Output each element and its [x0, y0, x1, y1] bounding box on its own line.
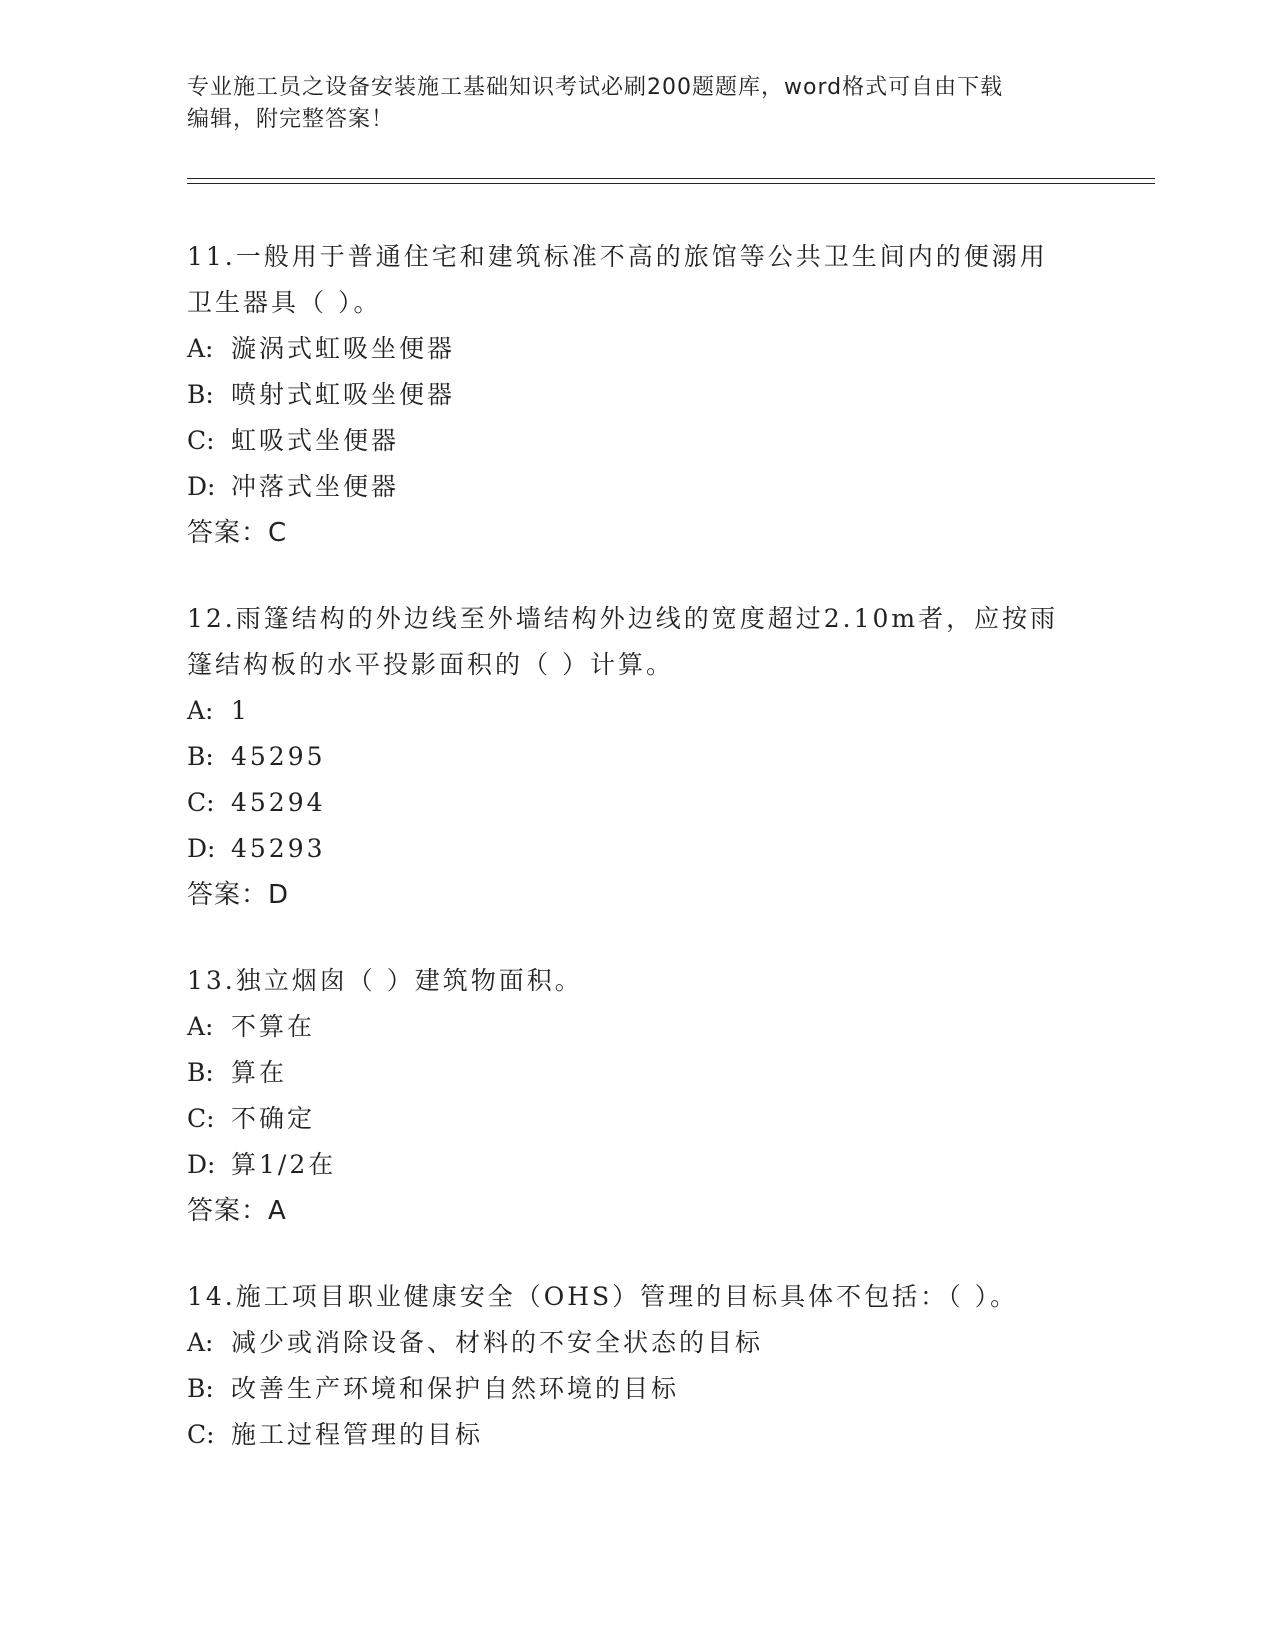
question-text: 13.独立烟囱（ ）建筑物面积。: [187, 966, 583, 995]
option-text: 算在: [231, 1058, 288, 1087]
option-a: [187, 1004, 1087, 1050]
question-text: 11.一般用于普通住宅和建筑标准不高的旅馆等公共卫生间内的便溺用: [187, 242, 1048, 271]
option-text: 漩涡式虹吸坐便器: [231, 334, 456, 363]
option-label: A:: [187, 1012, 214, 1041]
option-label: A:: [187, 696, 214, 725]
option-text: 算1/2在: [231, 1150, 337, 1179]
document-header: [187, 72, 1067, 136]
option-text: 不确定: [231, 1104, 316, 1133]
question-text: 卫生器具（ ）。: [187, 288, 382, 317]
option-label: B:: [187, 380, 214, 409]
option-c: [187, 418, 1087, 464]
option-label: B:: [187, 1058, 214, 1087]
option-text: 改善生产环境和保护自然环境的目标: [231, 1374, 680, 1403]
question-11: [187, 234, 1087, 556]
option-label: C:: [187, 426, 215, 455]
option-d: [187, 464, 1087, 510]
option-b: [187, 1366, 1087, 1412]
option-c: [187, 780, 1087, 826]
option-text: 喷射式虹吸坐便器: [231, 380, 456, 409]
option-text: 45293: [231, 834, 326, 863]
option-c: [187, 1096, 1087, 1142]
header-line-2: 编辑，附完整答案！: [187, 107, 395, 132]
option-label: A:: [187, 1328, 214, 1357]
option-b: [187, 372, 1087, 418]
option-text: 施工过程管理的目标: [231, 1420, 484, 1449]
option-label: C:: [187, 1104, 215, 1133]
question-text: 12.雨篷结构的外边线至外墙结构外边线的宽度超过2.10m者，应按雨: [187, 604, 1059, 633]
option-text: 45294: [231, 788, 326, 817]
option-label: B:: [187, 742, 214, 771]
answer: 答案：A: [187, 1196, 287, 1226]
option-label: D:: [187, 834, 216, 863]
option-d: [187, 826, 1087, 872]
question-14: [187, 1274, 1087, 1458]
header-line-1: 专业施工员之设备安装施工基础知识考试必刷200题题库，word格式可自由下载: [187, 75, 1004, 100]
option-a: [187, 1320, 1087, 1366]
question-text: 14.施工项目职业健康安全（OHS）管理的目标具体不包括：（ ）。: [187, 1282, 1019, 1311]
option-text: 减少或消除设备、材料的不安全状态的目标: [231, 1328, 764, 1357]
option-b: [187, 734, 1087, 780]
option-text: 45295: [231, 742, 326, 771]
option-text: 虹吸式坐便器: [231, 426, 400, 455]
option-text: 不算在: [231, 1012, 316, 1041]
header-divider-bottom: [187, 183, 1155, 184]
option-label: B:: [187, 1374, 214, 1403]
option-text: 1: [231, 696, 250, 725]
question-12: [187, 596, 1087, 918]
option-label: C:: [187, 788, 215, 817]
option-text: 冲落式坐便器: [231, 472, 400, 501]
option-b: [187, 1050, 1087, 1096]
question-list: [187, 234, 1087, 1498]
option-a: [187, 326, 1087, 372]
option-a: [187, 688, 1087, 734]
option-label: D:: [187, 472, 216, 501]
question-text: 篷结构板的水平投影面积的（ ）计算。: [187, 650, 674, 679]
option-c: [187, 1412, 1087, 1458]
option-label: D:: [187, 1150, 216, 1179]
question-13: [187, 958, 1087, 1234]
option-label: C:: [187, 1420, 215, 1449]
option-label: A:: [187, 334, 214, 363]
option-d: [187, 1142, 1087, 1188]
header-divider-top: [187, 178, 1155, 179]
answer: 答案：C: [187, 518, 288, 548]
answer: 答案：D: [187, 880, 290, 910]
